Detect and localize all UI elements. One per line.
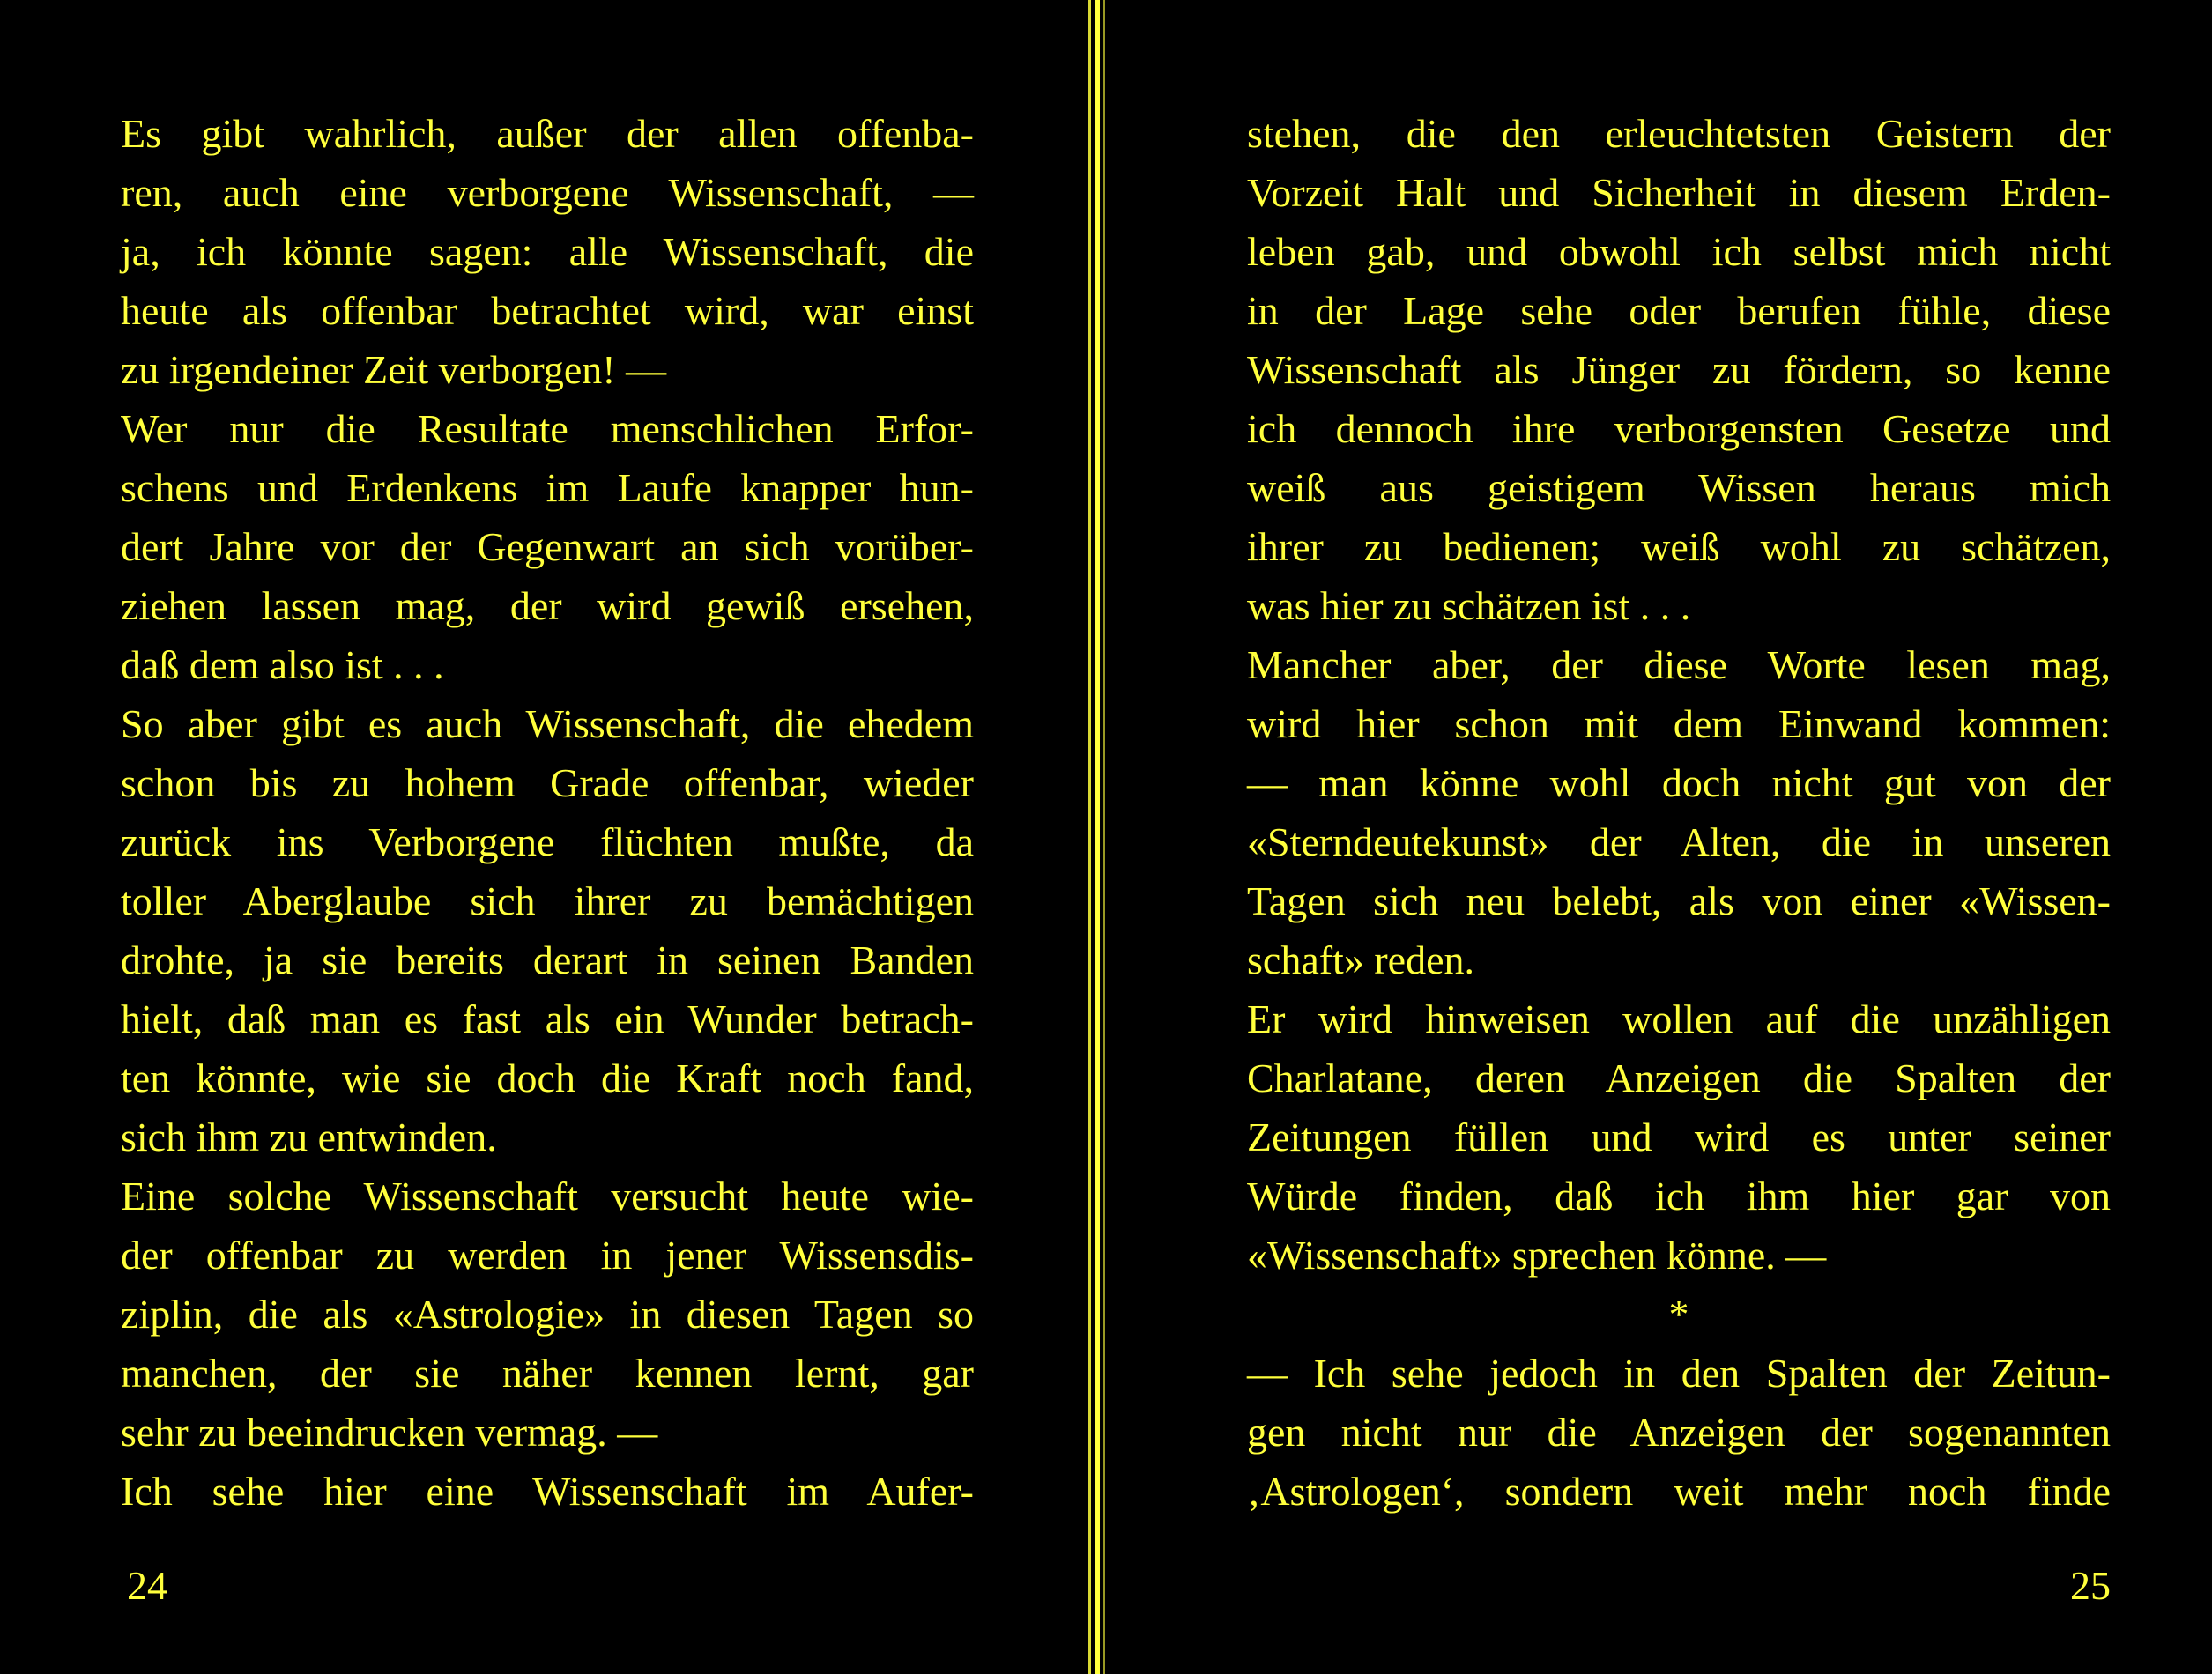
text-line: ich dennoch ihre verborgensten Gesetze und [1247, 406, 2111, 451]
text-line: dert Jahre vor der Gegenwart an sich vorüber- [121, 524, 974, 569]
text-line: was hier zu schätzen ist . . . [1247, 583, 1691, 628]
text-line: schon bis zu hohem Grade offenbar, wieder [121, 760, 974, 805]
book-gutter [1080, 0, 1115, 1674]
text-line: wird hier schon mit dem Einwand kommen: [1247, 701, 2111, 746]
gutter-line [1103, 0, 1105, 1674]
text-line: schens und Erdenkens im Laufe knapper hun- [121, 465, 974, 510]
gutter-line [1095, 0, 1100, 1674]
section-break-asterisk: * [1668, 1292, 1689, 1337]
text-line: Eine solche Wissenschaft versucht heute wie- [121, 1174, 974, 1218]
text-line: «Wissenschaft» sprechen könne. — [1247, 1233, 1827, 1278]
text-line: Mancher aber, der diese Worte lesen mag, [1247, 642, 2111, 687]
text-line: in der Lage sehe oder berufen fühle, diese [1247, 288, 2111, 333]
text-line: der offenbar zu werden in jener Wissensdis- [121, 1233, 974, 1278]
text-line: Zeitungen füllen und wird es unter seiner [1247, 1115, 2111, 1159]
text-line: Wissenschaft als Jünger zu fördern, so kenne [1247, 347, 2111, 392]
text-line: drohte, ja sie bereits derart in seinen Banden [121, 937, 974, 982]
right-page-text [1247, 104, 2111, 1521]
text-line: ziehen lassen mag, der wird gewiß ersehen, [121, 583, 974, 628]
text-line: ihrer zu bedienen; weiß wohl zu schätzen, [1247, 524, 2111, 569]
text-line: toller Aberglaube sich ihrer zu bemächtigen [121, 878, 974, 923]
text-line: ja, ich könnte sagen: alle Wissenschaft, die [121, 229, 974, 274]
text-line: Es gibt wahrlich, außer der allen offenba- [121, 111, 974, 156]
left-page [0, 0, 1088, 1674]
text-line: «Sterndeutekunst» der Alten, die in unseren [1247, 819, 2111, 864]
gutter-line [1088, 0, 1091, 1674]
text-line: ren, auch eine verborgene Wissenschaft, — [121, 170, 974, 215]
text-line: ‚Astrologen‘, sondern weit mehr noch finde [1247, 1469, 2111, 1514]
text-line: hielt, daß man es fast als ein Wunder betrach- [121, 996, 974, 1041]
text-line: weiß aus geistigem Wissen heraus mich [1247, 465, 2111, 510]
text-line: stehen, die den erleuchtetsten Geistern der [1247, 111, 2111, 156]
text-line: — man könne wohl doch nicht gut von der [1247, 760, 2111, 805]
text-line: zu irgendeiner Zeit verborgen! — [121, 347, 667, 392]
text-line: Würde finden, daß ich ihm hier gar von [1247, 1174, 2111, 1218]
right-page [1110, 0, 2212, 1674]
text-line: schaft» reden. [1247, 937, 1474, 982]
text-line: Tagen sich neu belebt, als von einer «Wissen- [1247, 878, 2111, 923]
text-line: sich ihm zu entwinden. [121, 1115, 497, 1159]
text-line: So aber gibt es auch Wissenschaft, die ehedem [121, 701, 974, 746]
text-line: — Ich sehe jedoch in den Spalten der Zeitun- [1247, 1351, 2111, 1396]
text-line: Ich sehe hier eine Wissenschaft im Aufer- [121, 1469, 974, 1514]
page-number-left: 24 [127, 1563, 167, 1608]
text-line: ten könnte, wie sie doch die Kraft noch fand, [121, 1056, 974, 1100]
page-number-right: 25 [2070, 1563, 2111, 1608]
text-line: gen nicht nur die Anzeigen der sogenannten [1247, 1410, 2111, 1455]
text-line: ziplin, die als «Astrologie» in diesen Tagen so [121, 1292, 974, 1337]
text-line: daß dem also ist . . . [121, 642, 444, 687]
text-line: zurück ins Verborgene flüchten mußte, da [121, 819, 974, 864]
text-line: manchen, der sie näher kennen lernt, gar [121, 1351, 974, 1396]
left-page-text [121, 104, 974, 1521]
text-line: Charlatane, deren Anzeigen die Spalten der [1247, 1056, 2111, 1100]
text-line: leben gab, und obwohl ich selbst mich nicht [1247, 229, 2111, 274]
text-line: sehr zu beeindrucken vermag. — [121, 1410, 658, 1455]
text-line: Vorzeit Halt und Sicherheit in diesem Erden- [1247, 170, 2111, 215]
text-line: Er wird hinweisen wollen auf die unzähligen [1247, 996, 2111, 1041]
text-line: Wer nur die Resultate menschlichen Erfor- [121, 406, 974, 451]
text-line: heute als offenbar betrachtet wird, war einst [121, 288, 974, 333]
